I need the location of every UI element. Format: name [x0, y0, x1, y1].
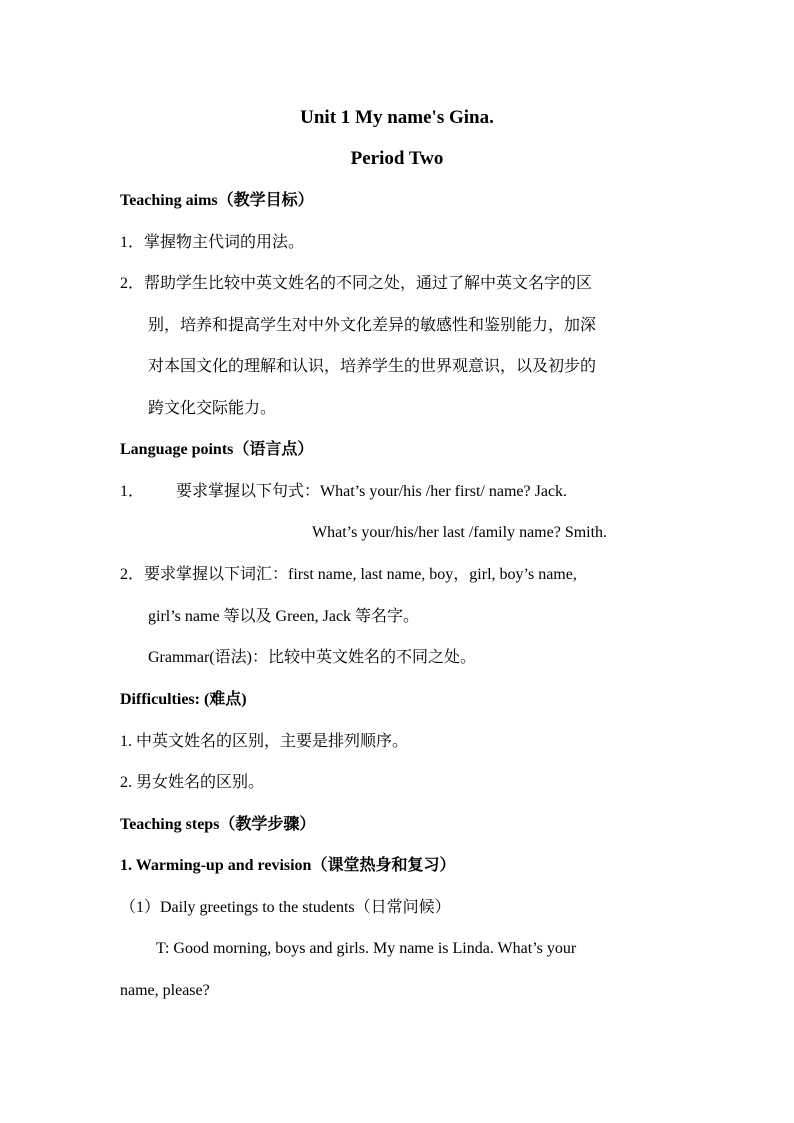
teaching-aims-heading: Teaching aims（教学目标）	[120, 192, 314, 209]
difficulty-item-1: 1. 中英文姓名的区别，主要是排列顺序。	[120, 733, 409, 750]
aims-item-2-number: 2．	[120, 275, 145, 292]
language-item-2-line-2: girl’s name 等以及 Green, Jack 等名字。	[148, 608, 420, 625]
language-points-heading: Language points（语言点）	[120, 441, 314, 458]
teaching-steps-heading: Teaching steps（教学步骤）	[120, 816, 316, 833]
aims-item-2-line-4: 跨文化交际能力。	[148, 400, 277, 417]
language-item-1	[120, 481, 673, 503]
language-item-2-number: 2．	[120, 566, 145, 583]
aims-item-1-number: 1．	[120, 234, 145, 251]
aims-item-2-line-3: 对本国文化的理解和认识，培养学生的世界观意识，以及初步的	[148, 358, 597, 375]
difficulties-heading: Difficulties: (难点)	[120, 691, 247, 708]
language-item-1-continuation: What’s your/his/her last /family name? Smith.	[312, 524, 608, 541]
language-item-1-number: 1．	[120, 483, 145, 500]
step-1-heading: 1. Warming-up and revision（课堂热身和复习）	[120, 857, 456, 874]
language-item-2-line-1: 要求掌握以下词汇：first name, last name, boy，girl, boy’s name,	[144, 566, 577, 583]
dialog-line-1: T: Good morning, boys and girls. My name is Linda. What’s your	[156, 940, 577, 957]
aims-item-2-line-2: 别，培养和提高学生对中外文化差异的敏感性和鉴别能力，加深	[148, 317, 597, 334]
dialog-line-2: name, please?	[120, 982, 210, 999]
language-item-1-text: 要求掌握以下句式：What’s your/his /her first/ name? Jack.	[176, 483, 568, 500]
aims-item-2-line-1: 帮助学生比较中英文姓名的不同之处，通过了解中英文名字的区	[144, 275, 593, 292]
difficulty-item-2: 2. 男女姓名的区别。	[120, 774, 265, 791]
aims-item-2	[120, 273, 673, 295]
aims-item-1-text: 掌握物主代词的用法。	[144, 234, 305, 251]
step-1-subitem-1: （1）Daily greetings to the students（日常问候）	[120, 899, 451, 916]
document-subtitle: Period Two	[350, 148, 444, 169]
document-title: Unit 1 My name's Gina.	[300, 107, 494, 128]
grammar-line: Grammar(语法)：比较中英文姓名的不同之处。	[148, 649, 476, 666]
language-item-2	[120, 564, 673, 586]
aims-item-1	[120, 232, 673, 254]
